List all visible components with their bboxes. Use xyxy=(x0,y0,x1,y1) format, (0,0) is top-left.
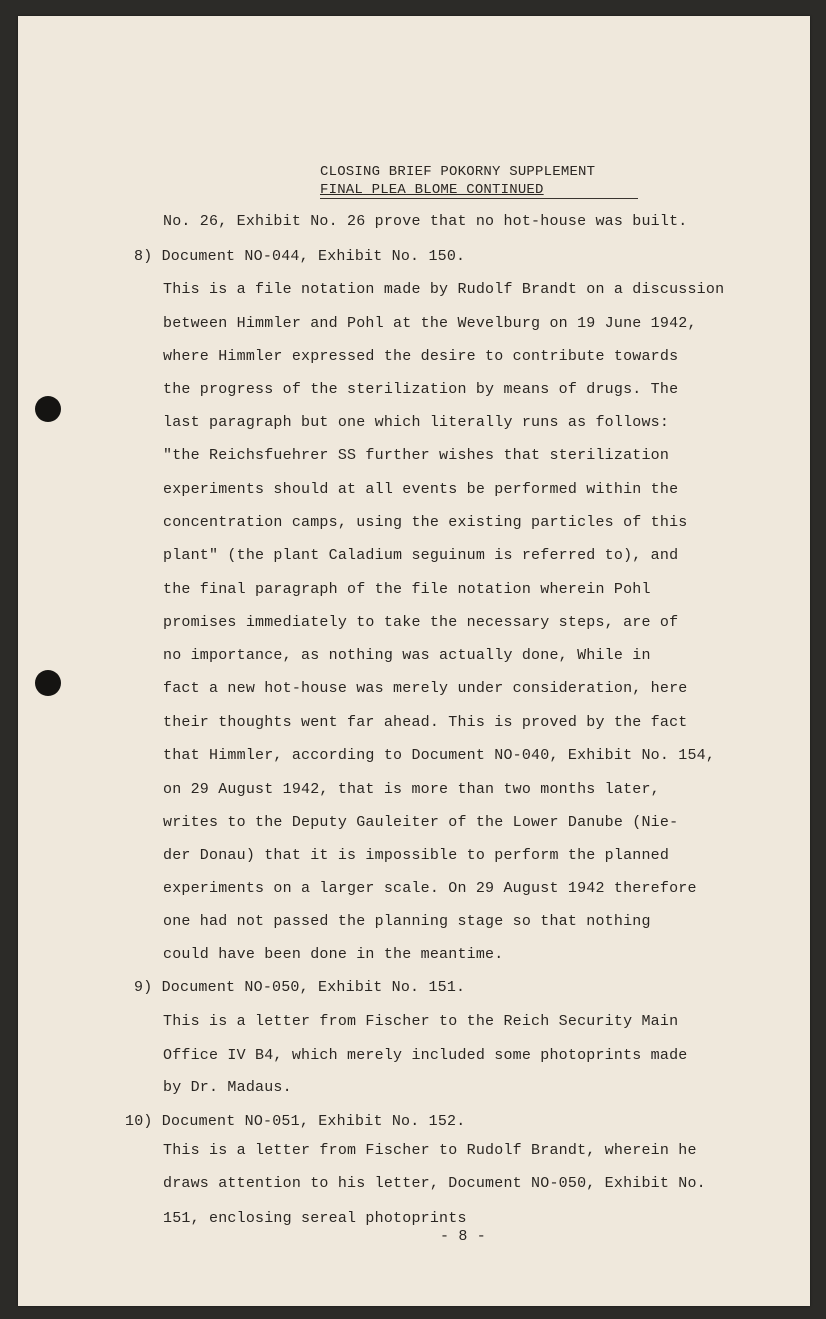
document-page xyxy=(18,16,810,1306)
body-line: that Himmler, according to Document NO-040, Exhibit No. 154, xyxy=(163,747,716,764)
body-line: the final paragraph of the file notation wherein Pohl xyxy=(163,581,651,598)
body-line: This is a letter from Fischer to Rudolf Brandt, wherein he xyxy=(163,1142,697,1159)
body-line: This is a letter from Fischer to the Reich Security Main xyxy=(163,1013,679,1030)
page-number: - 8 - xyxy=(440,1228,487,1245)
body-line: experiments on a larger scale. On 29 August 1942 therefore xyxy=(163,880,697,897)
punch-hole-upper xyxy=(35,396,61,422)
body-line: promises immediately to take the necessary steps, are of xyxy=(163,614,679,631)
body-line: experiments should at all events be performed within the xyxy=(163,481,679,498)
body-line: Office IV B4, which merely included some photoprints made xyxy=(163,1047,688,1064)
header-title-line1: CLOSING BRIEF POKORNY SUPPLEMENT xyxy=(320,164,596,180)
punch-hole-lower xyxy=(35,670,61,696)
body-line: last paragraph but one which literally runs as follows: xyxy=(163,414,670,431)
body-line: 151, enclosing sereal photoprints xyxy=(163,1210,467,1227)
body-line: on 29 August 1942, that is more than two months later, xyxy=(163,781,660,798)
body-line: draws attention to his letter, Document NO-050, Exhibit No. xyxy=(163,1175,706,1192)
body-line: the progress of the sterilization by means of drugs. The xyxy=(163,381,679,398)
section-heading: 10) Document NO-051, Exhibit No. 152. xyxy=(125,1113,466,1130)
body-line: writes to the Deputy Gauleiter of the Lower Danube (Nie- xyxy=(163,814,679,831)
body-line: between Himmler and Pohl at the Wevelburg on 19 June 1942, xyxy=(163,315,697,332)
body-line: one had not passed the planning stage so that nothing xyxy=(163,913,651,930)
body-line: No. 26, Exhibit No. 26 prove that no hot-house was built. xyxy=(163,213,688,230)
body-line: fact a new hot-house was merely under consideration, here xyxy=(163,680,688,697)
body-line: where Himmler expressed the desire to contribute towards xyxy=(163,348,679,365)
header-title-line2: FINAL PLEA BLOME CONTINUED xyxy=(320,182,544,198)
body-line: This is a file notation made by Rudolf Brandt on a discussion xyxy=(163,281,725,298)
section-heading: 9) Document NO-050, Exhibit No. 151. xyxy=(134,979,466,996)
body-line: der Donau) that it is impossible to perform the planned xyxy=(163,847,670,864)
body-line: concentration camps, using the existing particles of this xyxy=(163,514,688,531)
body-line: plant" (the plant Caladium seguinum is referred to), and xyxy=(163,547,679,564)
body-line: no importance, as nothing was actually done, While in xyxy=(163,647,651,664)
section-heading: 8) Document NO-044, Exhibit No. 150. xyxy=(134,248,466,265)
body-line: could have been done in the meantime. xyxy=(163,946,504,963)
body-line: "the Reichsfuehrer SS further wishes that sterilization xyxy=(163,447,670,464)
body-line: by Dr. Madaus. xyxy=(163,1079,292,1096)
header-underline-rule xyxy=(320,198,638,199)
body-line: their thoughts went far ahead. This is proved by the fact xyxy=(163,714,688,731)
